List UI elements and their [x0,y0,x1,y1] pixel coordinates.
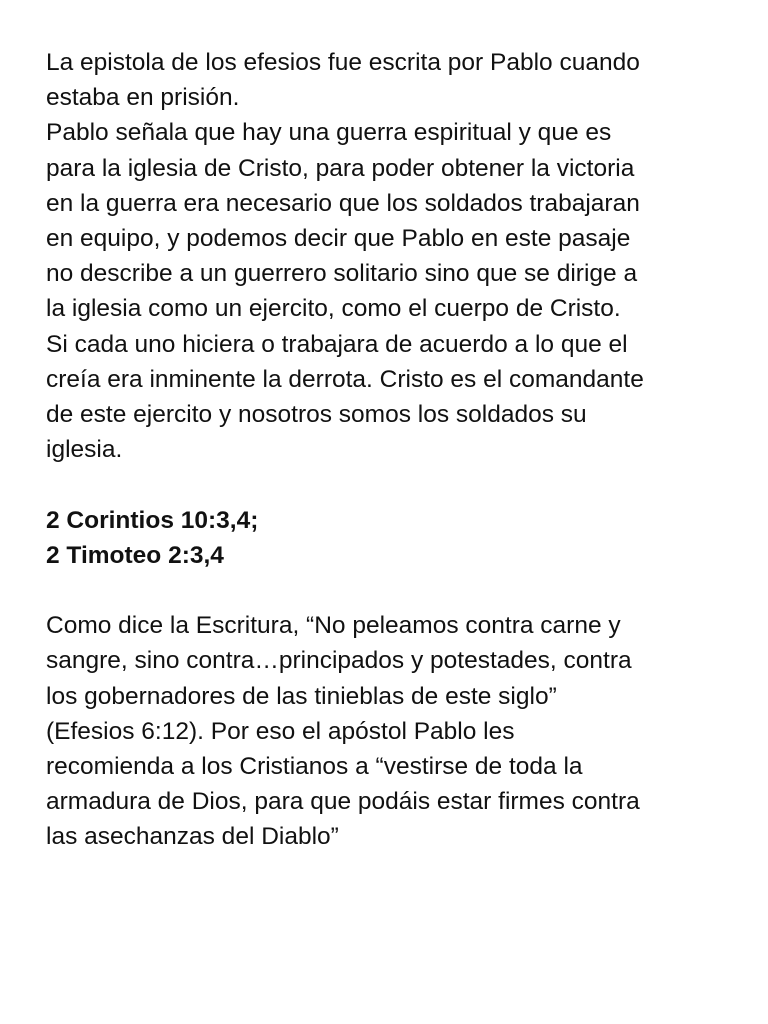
paragraph-gap [46,467,736,502]
closing-paragraph [46,608,736,854]
text-line: creía era inminente la derrota. Cristo es el comandante [46,365,644,393]
text-line: Pablo señala que hay una guerra espiritual y que es [46,119,612,147]
text-line: Si cada uno hiciera o trabajara de acuerdo a lo que el [46,330,628,358]
document-page [46,45,736,855]
text-line: no describe a un guerrero solitario sino que se dirige a [46,260,638,288]
text-line: estaba en prisión. [46,84,240,112]
text-line: recomienda a los Cristianos a “vestirse de toda la [46,753,583,781]
text-line: sangre, sino contra…principados y potestades, contra [46,647,632,675]
reference-line: 2 Timoteo 2:3,4 [46,541,224,569]
text-line: la iglesia como un ejercito, como el cuerpo de Cristo. [46,295,621,323]
text-line: los gobernadores de las tinieblas de este siglo” [46,682,557,710]
text-line: en la guerra era necesario que los soldados trabajaran [46,189,640,217]
text-line: para la iglesia de Cristo, para poder obtener la victoria [46,154,635,182]
text-line: de este ejercito y nosotros somos los soldados su [46,401,587,429]
text-line: Como dice la Escritura, “No peleamos contra carne y [46,612,621,640]
text-line: las asechanzas del Diablo” [46,823,339,851]
text-line: La epistola de los efesios fue escrita por Pablo cuando [46,49,640,76]
text-line: (Efesios 6:12). Por eso el apóstol Pablo les [46,717,515,745]
text-line: iglesia. [46,436,123,464]
text-line: en equipo, y podemos decir que Pablo en este pasaje [46,225,631,253]
paragraph-gap [46,573,736,608]
text-line: armadura de Dios, para que podáis estar firmes contra [46,788,640,816]
reference-line: 2 Corintios 10:3,4; [46,506,259,534]
scripture-references [46,503,736,573]
intro-paragraph [46,45,736,467]
